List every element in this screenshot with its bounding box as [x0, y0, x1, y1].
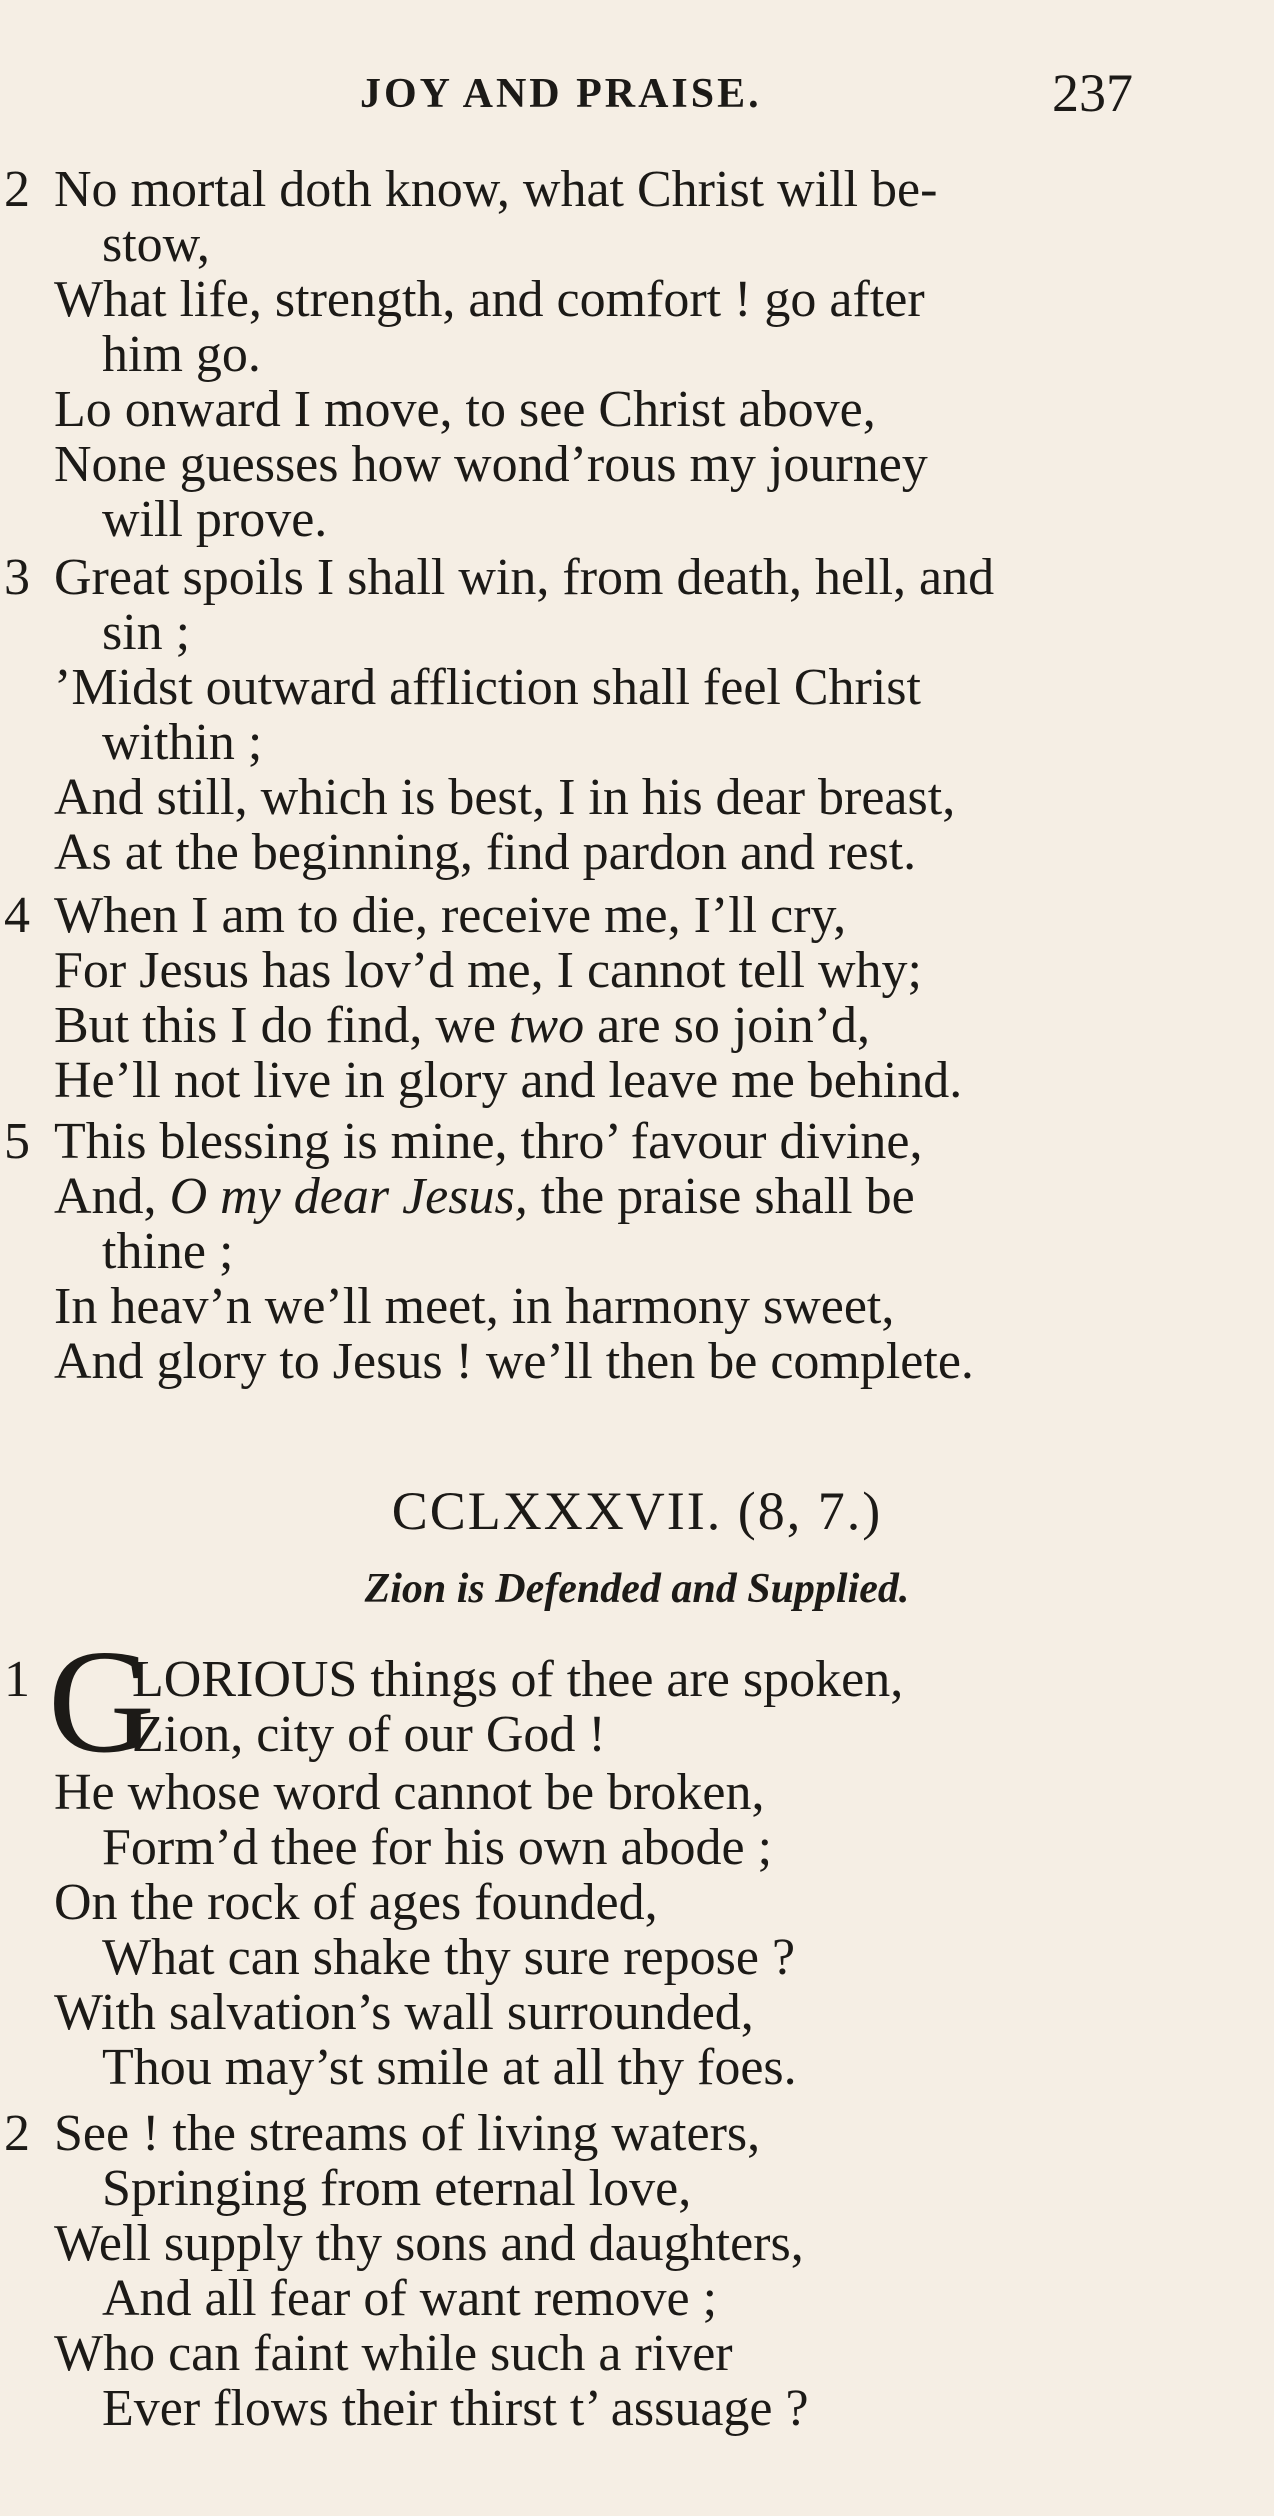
- verse-line: But this I do find, we two are so join’d,: [54, 997, 871, 1054]
- verse-line: In heav’n we’ll meet, in harmony sweet,: [54, 1278, 895, 1335]
- verse-line: He’ll not live in glory and leave me behind.: [54, 1052, 963, 1109]
- verse-line: What life, strength, and comfort ! go after: [54, 271, 925, 328]
- verse-line: For Jesus has lov’d me, I cannot tell why;: [54, 942, 922, 999]
- verse-line: ’Midst outward affliction shall feel Christ: [54, 659, 921, 716]
- drop-cap: G: [48, 1620, 155, 1784]
- verse-number: 3: [4, 549, 30, 606]
- verse-line: Form’d thee for his own abode ;: [102, 1819, 773, 1876]
- verse-line: sin ;: [102, 604, 191, 661]
- verse-number: 2: [4, 2105, 30, 2162]
- verse-number: 4: [4, 887, 30, 944]
- verse-line: will prove.: [102, 491, 328, 548]
- running-title: JOY AND PRAISE.: [360, 71, 762, 117]
- emphasis: two: [508, 997, 585, 1054]
- verse-line: within ;: [102, 714, 263, 771]
- verse-line: LORIOUS things of thee are spoken,: [132, 1651, 904, 1708]
- verse-line: And all fear of want remove ;: [102, 2270, 718, 2327]
- verse-number: 5: [4, 1113, 30, 1170]
- verse-number: 1: [4, 1651, 30, 1708]
- verse-line: 2 No mortal doth know, what Christ will be-: [4, 161, 938, 218]
- verse-line: 2 See ! the streams of living waters,: [4, 2105, 761, 2162]
- verse-line: Springing from eternal love,: [102, 2160, 692, 2217]
- verse-line: None guesses how wond’rous my journey: [54, 436, 928, 493]
- verse-line: Well supply thy sons and daughters,: [54, 2215, 804, 2272]
- verse-line: He whose word cannot be broken,: [54, 1764, 765, 1821]
- hymn-subtitle: Zion is Defended and Supplied.: [364, 1566, 910, 1612]
- verse-line: And, O my dear Jesus, the praise shall be: [54, 1168, 915, 1225]
- page-number: 237: [1052, 63, 1133, 123]
- verse-line: What can shake thy sure repose ?: [102, 1929, 796, 1986]
- verse-line: And still, which is best, I in his dear breast,: [54, 769, 956, 826]
- verse-number: 2: [4, 161, 30, 218]
- verse-line: Lo onward I move, to see Christ above,: [54, 381, 876, 438]
- page-header: [0, 62, 1274, 122]
- verse-line: 4 When I am to die, receive me, I’ll cry,: [4, 887, 847, 944]
- verse-line: Ever flows their thirst t’ assuage ?: [102, 2380, 809, 2437]
- verse-line: Thou may’st smile at all thy foes.: [102, 2039, 797, 2096]
- verse-line: him go.: [102, 326, 261, 383]
- verse-line: thine ;: [102, 1223, 234, 1280]
- verse-line: And glory to Jesus ! we’ll then be complete.: [54, 1333, 974, 1390]
- verse-line: 3 Great spoils I shall win, from death, hell, and: [4, 549, 995, 606]
- verse-line: Who can faint while such a river: [54, 2325, 733, 2382]
- verse-line: 5 This blessing is mine, thro’ favour divine,: [4, 1113, 923, 1170]
- verse-line: As at the beginning, find pardon and rest.: [54, 824, 917, 881]
- verse-line: stow,: [102, 216, 210, 273]
- verse-line: On the rock of ages founded,: [54, 1874, 658, 1931]
- verse-line: With salvation’s wall surrounded,: [54, 1984, 754, 2041]
- hymn-number: CCLXXXVII. (8, 7.): [391, 1481, 883, 1541]
- emphasis: O my dear Jesus,: [169, 1168, 528, 1225]
- verse-line: Zion, city of our God !: [132, 1706, 606, 1763]
